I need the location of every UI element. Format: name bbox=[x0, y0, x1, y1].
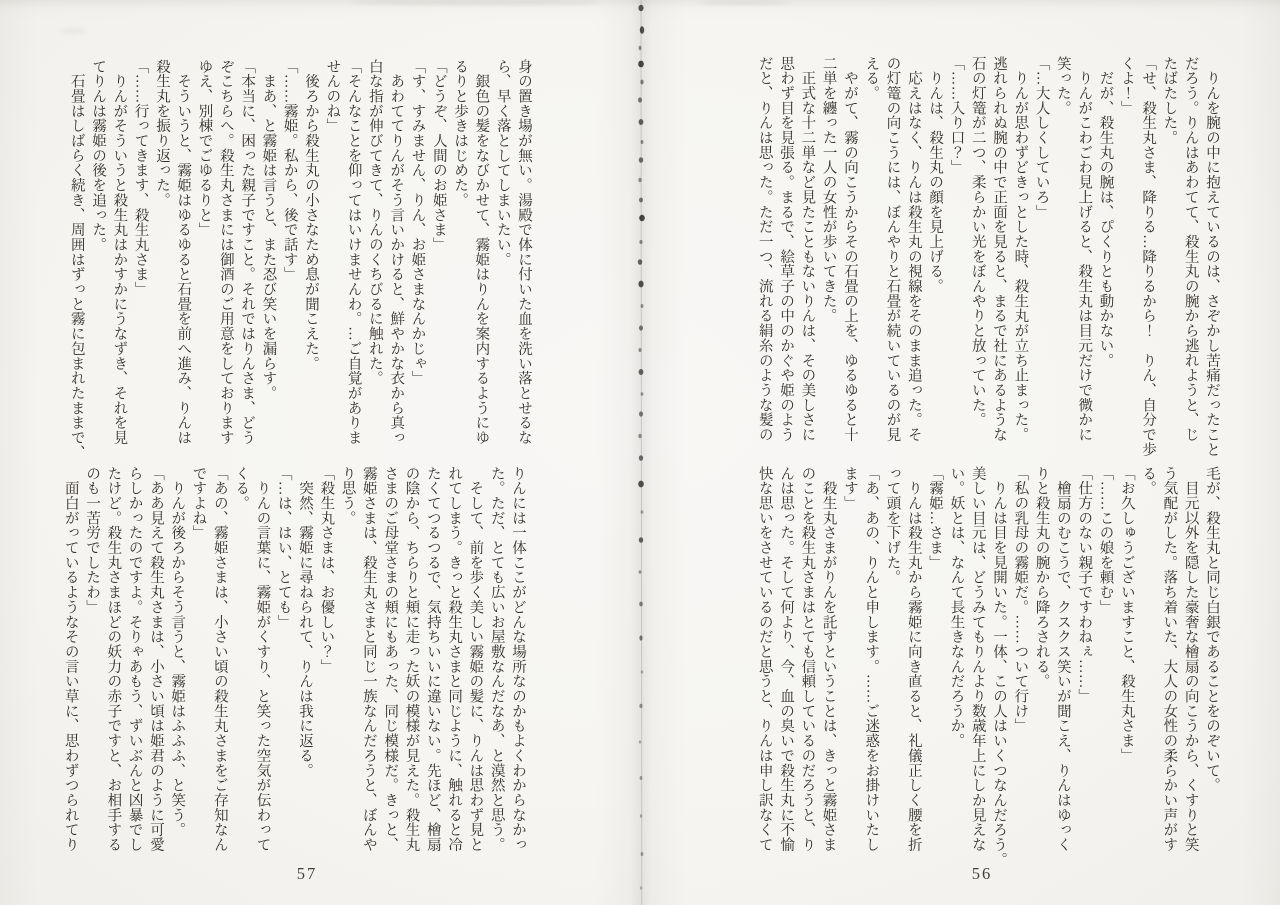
text-column: んは思った。そして何より、今、血の臭いで殺生丸に不愉 bbox=[778, 466, 795, 853]
text-column: ら、早く落としてしまいたい。 bbox=[494, 59, 511, 267]
text-column: 霧姫さまは、殺生丸さまと同じ一族なんだろうと、ぼんや bbox=[360, 466, 377, 853]
text-column: 美しい目元は、どうみてもりんより数歳年上にしか見えな bbox=[969, 466, 986, 853]
text-column: 突然、霧姫に尋ねられて、りんは我に返る。 bbox=[297, 466, 314, 778]
text-column: 「殺生丸さまは、お優しい？」 bbox=[318, 466, 335, 674]
text-column: のも一苦労でしたわ」 bbox=[84, 466, 101, 615]
text-column: 「そんなことを仰ってはいけませんわ。…ご自覚がありま bbox=[345, 59, 362, 446]
text-column: の陰から、ちらりと頬に走った妖の模様が見えた。殺生丸 bbox=[403, 466, 420, 853]
text-column: 「……霧姫。私から、後で話す」 bbox=[281, 59, 298, 282]
text-column: 白な指が伸びてきて、りんのくちびるに触れた。 bbox=[366, 59, 383, 386]
text-column: 石畳はしばらく続き、周囲はずっと霧に包まれたままで、 bbox=[68, 59, 85, 460]
text-column: りんの言葉に、霧姫がくすり、と笑った空気が伝わって bbox=[254, 466, 271, 853]
text-column: 面白がっているようなその言い草に、思わずつられてり bbox=[62, 466, 79, 853]
text-column: ですよね」 bbox=[190, 466, 207, 541]
text-column: い。妖とは、なんて長生きなんだろうか。 bbox=[948, 466, 965, 749]
text-column: 殺生丸を振り返った。 bbox=[153, 59, 170, 208]
text-column: りんを腕の中に抱えているのは、さぞかし苦痛だったこと bbox=[1204, 56, 1220, 457]
text-column: う気配がした。落ち着いた、大人の女性の柔らかい声がす bbox=[1161, 466, 1178, 853]
text-column: 「お久しゅうございますこと、殺生丸さま」 bbox=[1118, 466, 1135, 763]
text-column: るりと歩きはじめた。 bbox=[452, 59, 469, 208]
text-column: 「私の乳母の霧姫だ。……ついて行け」 bbox=[1012, 466, 1029, 734]
text-column: の灯篭の向こうには、ぼんやりと石畳が続いているのが見 bbox=[884, 56, 901, 443]
text-column: 「霧姫…さま」 bbox=[927, 466, 944, 570]
text-column: さまのご母堂さまの頬にもあった、同じ模様だ。きっと、 bbox=[382, 466, 399, 853]
text-column: 逃れられぬ腕の中で正面を見ると、まるで社にあるような bbox=[991, 56, 1008, 443]
text-column: 「す、すみません、りん、お姫さまなんかじゃ」 bbox=[409, 59, 426, 386]
text-column: 「ああ見えて殺生丸さまは、小さい頃は姫君のように可愛 bbox=[147, 466, 164, 853]
text-column: 身の置き場が無い。湯殿で体に付いた血を洗い落とせるな bbox=[516, 59, 532, 446]
text-column: くよ！」 bbox=[1118, 56, 1135, 116]
text-column: 殺生丸さまがりんを託すということは、きっと霧姫さま bbox=[820, 466, 837, 853]
page-number-right: 56 bbox=[971, 864, 993, 883]
text-column: た。ただ、とても広いお屋敷なんだなあ、と漠然と思う。 bbox=[488, 466, 505, 853]
text-column: あわててりんがそう言いかけると、鮮やかな衣から真っ bbox=[388, 59, 405, 446]
text-column: える。 bbox=[863, 56, 880, 101]
text-column: りんが後ろからそう言うと、霧姫はふふふ、と笑う。 bbox=[169, 466, 186, 838]
text-column: り思う。 bbox=[339, 466, 356, 526]
text-column: 「…大人しくしていろ」 bbox=[1033, 56, 1050, 220]
text-column: たばたした。 bbox=[1161, 56, 1178, 146]
text-column: 「……この娘を頼む」 bbox=[1097, 466, 1114, 615]
text-column: 「仕方のない親子ですわねぇ……」 bbox=[1076, 466, 1093, 704]
text-column: 「あの、霧姫さまは、小さい頃の殺生丸さまをご存知なん bbox=[211, 466, 228, 853]
text-column: 「あ、あの、りんと申します。……ご迷惑をお掛けいたし bbox=[863, 466, 880, 853]
text-column: 石の灯篭が二つ、柔らかい光をぼんやりと放っていた。 bbox=[969, 56, 986, 428]
text-column: りんが思わずどきっとした時、殺生丸が立ち止まった。 bbox=[1012, 56, 1029, 443]
text-column: そして、前を歩く美しい霧姫の髪に、りんは思わず見と bbox=[467, 466, 484, 853]
text-column: 二単を纏った一人の女性が歩いてきた。 bbox=[820, 56, 837, 324]
text-column: たくてつるつるで、気持ちいいに違いない。先ほど、檜扇 bbox=[424, 466, 441, 853]
text-column: やがて、霧の向こうからその石畳の上を、ゆるゆると十 bbox=[841, 56, 858, 443]
text-column: 毛が、殺生丸と同じ白銀であることをのぞいて。 bbox=[1204, 466, 1220, 793]
page-number-left: 57 bbox=[296, 864, 318, 883]
text-column: りんは殺生丸から霧姫に向き直ると、礼儀正しく腰を折 bbox=[905, 466, 922, 853]
text-column: 応えはなく、りんは殺生丸の視線をそのまま追った。そ bbox=[905, 56, 922, 443]
text-column: りんは、殺生丸の顔を見上げる。 bbox=[927, 56, 944, 294]
text-column: 笑った。 bbox=[1054, 56, 1071, 116]
text-column: 「……行ってきます、殺生丸さま」 bbox=[132, 59, 149, 297]
text-column: りんには一体ここがどんな場所なのかもよくわからなかっ bbox=[510, 466, 526, 853]
text-column: たけど。殺生丸さまほどの妖力の赤子ですと、お相手する bbox=[105, 466, 122, 853]
text-column: そういうと、霧姫はゆるゆると石畳を前へ進み、りんは bbox=[175, 59, 192, 446]
text-column: 「…は、はい、とても」 bbox=[275, 466, 292, 630]
text-column: って頭を下げた。 bbox=[884, 466, 901, 585]
text-column: る。 bbox=[1140, 466, 1157, 496]
text-column: 「本当に、困った親子ですこと。それではりんさま、どう bbox=[239, 59, 256, 446]
text-column: 「どうぞ、人間のお姫さま」 bbox=[430, 59, 447, 253]
text-column: だろう。りんはあわてて、殺生丸の腕から逃れようと、じ bbox=[1182, 56, 1199, 443]
text-column: らしかったのですよ。そりゃあもう、ずいぶんと凶暴でし bbox=[126, 466, 143, 853]
text-column: だと、りんは思った。ただ一つ、流れる絹糸のような髪の bbox=[756, 56, 773, 443]
text-column: ゆえ、別棟でごゆるりと」 bbox=[196, 59, 213, 238]
text-column: だが、殺生丸の腕は、ぴくりとも動かない。 bbox=[1097, 56, 1114, 368]
text-column: 快な思いをさせているのだと思うと、りんは申し訳なくて bbox=[756, 466, 773, 853]
page-56-bottom-text-block bbox=[753, 466, 1222, 874]
text-column: ぞこちらへ。殺生丸さまには御酒のご用意をしております bbox=[217, 59, 234, 446]
text-column: りんがそういうと殺生丸はかすかにうなずき、それを見 bbox=[111, 59, 128, 446]
text-column: 「……入り口？」 bbox=[948, 56, 965, 175]
text-column: 檜扇のむこうで、クスクス笑いが聞こえ、りんはゆっく bbox=[1054, 466, 1071, 853]
text-column: 後ろから殺生丸の小さなため息が聞こえた。 bbox=[303, 59, 320, 371]
page-56-top-text-block bbox=[753, 56, 1222, 458]
text-column: ます」 bbox=[841, 466, 858, 511]
text-column: りんがこわごわ見上げると、殺生丸は目元だけで微かに bbox=[1076, 56, 1093, 443]
text-column: れてしまう。きっと殺生丸さまと同じように、触れると冷 bbox=[446, 466, 463, 853]
text-column: 目元以外を隠した豪奢な檜扇の向こうから、くすりと笑 bbox=[1182, 466, 1199, 853]
text-column: てりんは霧姫の後を追った。 bbox=[90, 59, 107, 253]
text-column: 「せ、殺生丸さま、降りる…降りるから！ りん、自分で歩 bbox=[1140, 56, 1157, 457]
text-column: りと殺生丸の腕から降ろされる。 bbox=[1033, 466, 1050, 689]
text-column: 正式な十二単など見たこともないりんは、その美しさに bbox=[799, 56, 816, 443]
text-column: りんは目を見開いた。一体、この人はいくつなんだろう。 bbox=[991, 466, 1008, 867]
text-column: まあ、と霧姫は言うと、また忍び笑いを漏らす。 bbox=[260, 59, 277, 401]
text-column: のことを殺生丸さまはとても信頼しているのだろうと、り bbox=[799, 466, 816, 853]
text-column: 銀色の髪をなびかせて、霧姫はりんを案内するようにゆ bbox=[473, 59, 490, 446]
text-column: せんのね」 bbox=[324, 59, 341, 134]
text-column: くる。 bbox=[233, 466, 250, 511]
text-column: 思わず目を見張る。まるで、絵草子の中のかぐや姫のよう bbox=[778, 56, 795, 443]
